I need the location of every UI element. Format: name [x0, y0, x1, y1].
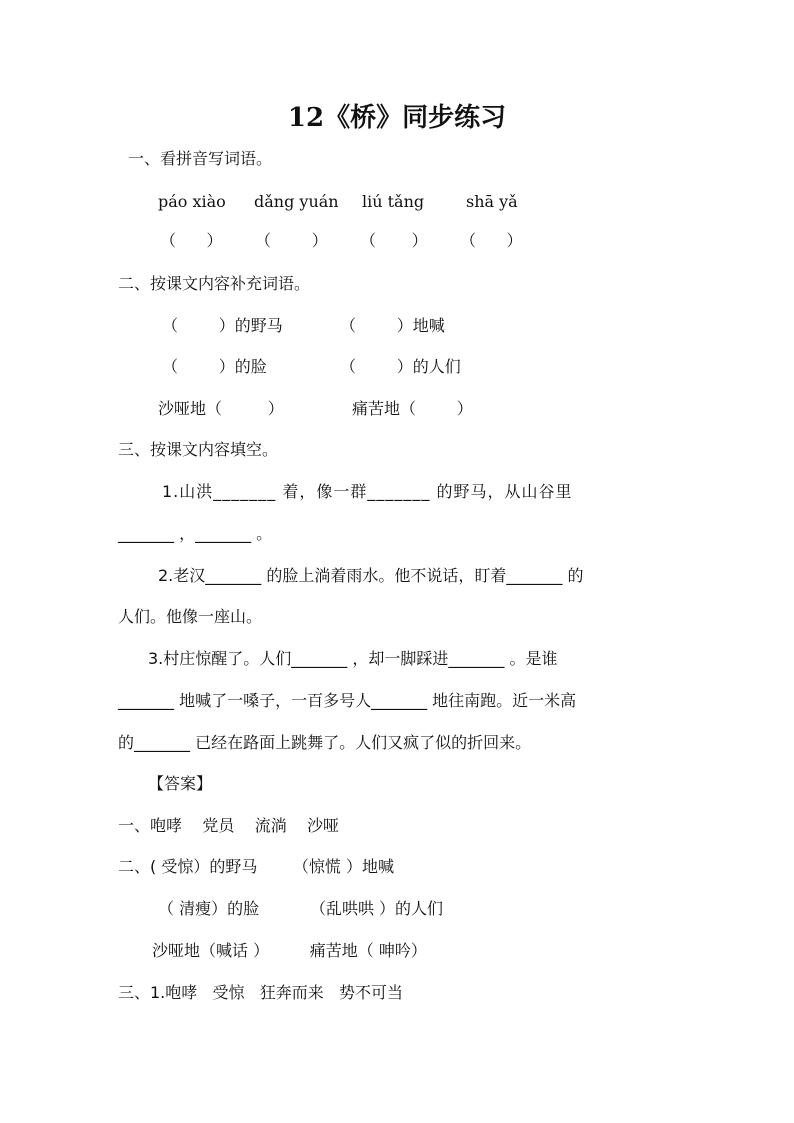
fill-item: 痛苦地（ ） — [352, 399, 473, 418]
pinyin-item: páo xiào — [158, 192, 226, 211]
pinyin-item: shā yǎ — [466, 192, 518, 211]
question-3-line: 的_______ 已经在路面上跳舞了。人们又疯了似的折回来。 — [118, 733, 532, 752]
fill-item: （ ）地喊 — [340, 316, 445, 335]
pinyin-item: liú tǎng — [362, 192, 425, 211]
question-3-line: 3.村庄惊醒了。人们_______ ，却一脚踩进_______ 。是谁 — [148, 649, 558, 668]
question-2-line: 2.老汉_______ 的脸上淌着雨水。他不说话，盯着_______ 的 — [158, 566, 584, 585]
pinyin-item: dǎng yuán — [254, 192, 339, 211]
question-3-line: _______ 地喊了一嗓子，一百多号人_______ 地往南跑。近一米高 — [118, 691, 577, 710]
answer-line: 沙哑地（喊话 ） 痛苦地（ 呻吟） — [152, 941, 427, 960]
answer-blank: （ ） — [360, 231, 428, 250]
fill-item: 沙哑地（ ） — [158, 399, 284, 418]
answers-heading: 【答案】 — [148, 774, 213, 793]
fill-item: （ ）的脸 — [162, 357, 267, 376]
question-1-line: 1.山洪_______ 着，像一群_______ 的野马，从山谷里 — [162, 482, 573, 501]
section3-heading: 三、按课文内容填空。 — [118, 440, 279, 459]
answer-blank: （ ） — [160, 231, 223, 250]
answer-line: 三、1.咆哮 受惊 狂奔而来 势不可当 — [118, 983, 404, 1002]
answer-line: 二、( 受惊）的野马 （惊慌 ）地喊 — [118, 857, 395, 876]
answer-blank: （ ） — [460, 231, 523, 250]
answer-line: （ 清瘦）的脸 （乱哄哄 ）的人们 — [158, 899, 444, 918]
section2-heading: 二、按课文内容补充词语。 — [118, 274, 311, 293]
fill-item: （ ）的人们 — [340, 357, 461, 376]
question-2-line: 人们。他像一座山。 — [118, 607, 263, 626]
page-title: 12《桥》同步练习 — [287, 103, 507, 133]
fill-item: （ ）的野马 — [162, 316, 283, 335]
question-1-line: _______ ，_______ 。 — [118, 524, 273, 543]
answer-blank: （ ） — [255, 231, 328, 250]
answer-line: 一、咆哮 党员 流淌 沙哑 — [118, 816, 340, 835]
section1-heading: 一、看拼音写词语。 — [128, 149, 273, 168]
